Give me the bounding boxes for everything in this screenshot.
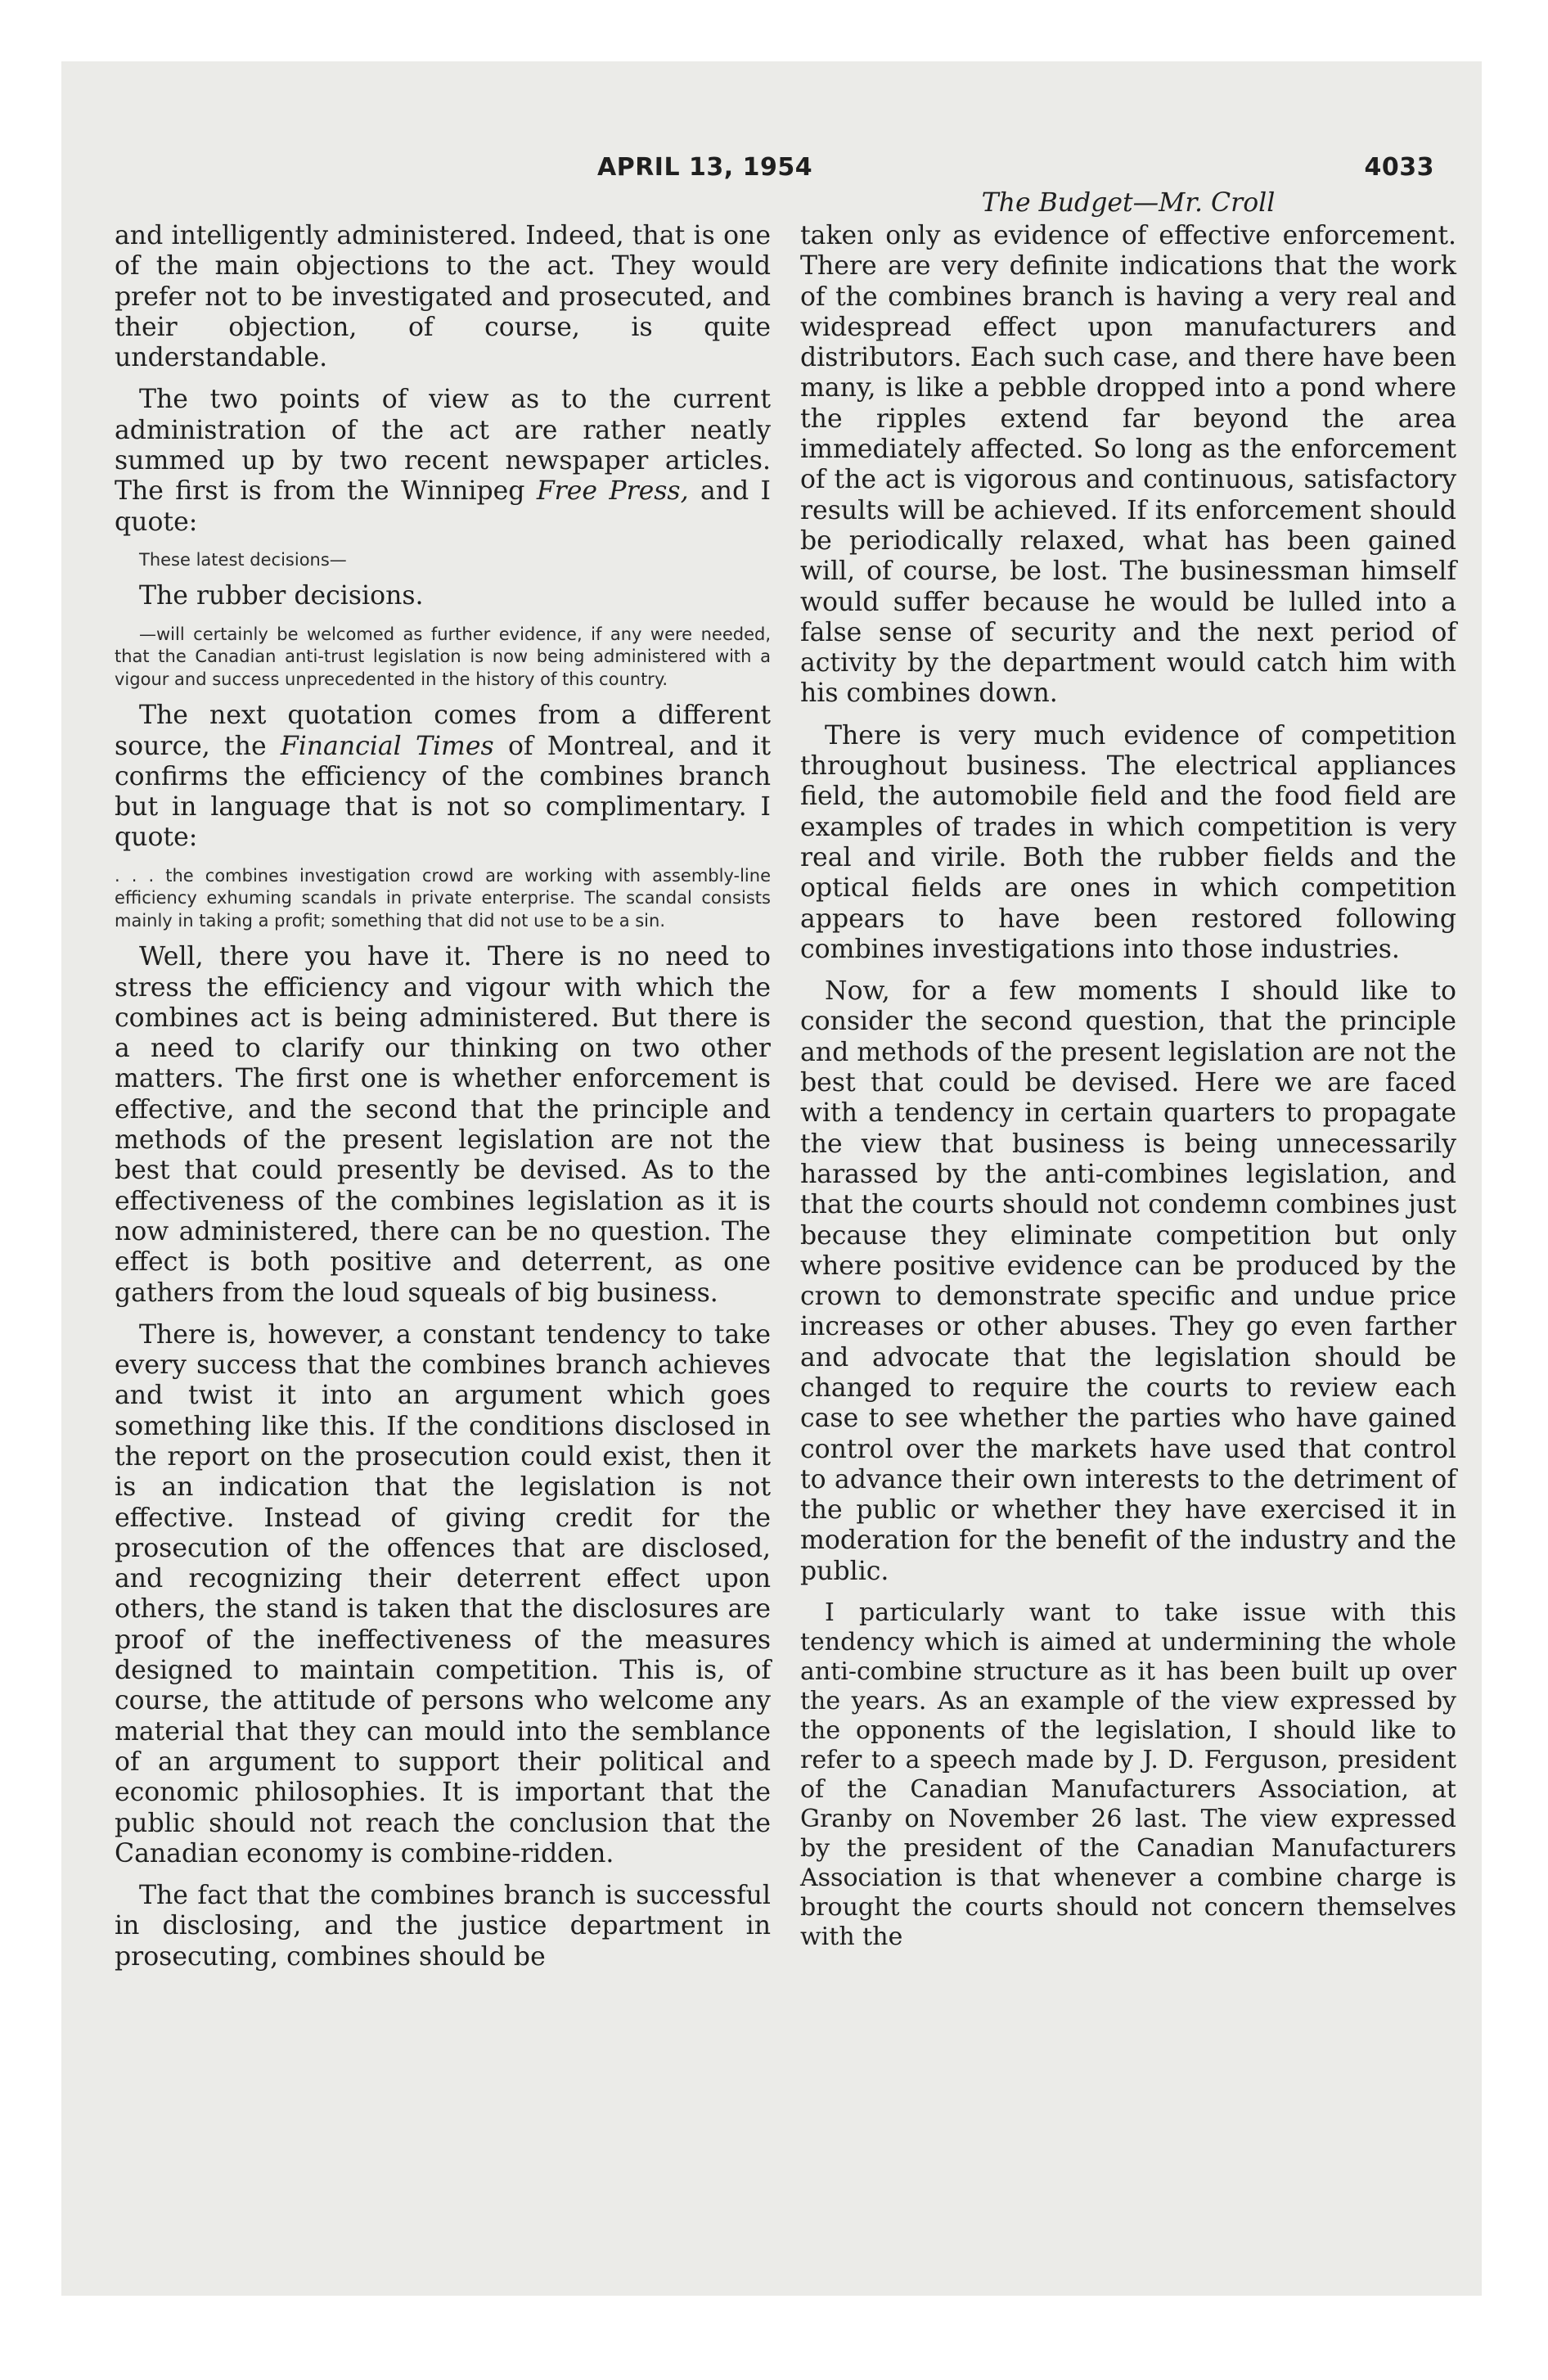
paragraph: taken only as evidence of effective enforcement. There are very definite indications that the work of the combines branch is having a very real and widespread effect upon manufacturers and distributors. Each such case, and there have been many, is like a pebble dropped into a pond where the ripples extend far beyond the area immediately affected. So long as the enforcement of the act is vigorous and continuous, satisfactory results will be achieved. If its enforcement should be periodically relaxed, what has been gained will, of course, be lost. The businessman himself would suffer because he would be lulled into a false sense of security and the next period of activity by the department would catch him with his combines down. bbox=[800, 221, 1456, 709]
page bbox=[61, 61, 1482, 2296]
header-date: APRIL 13, 1954 bbox=[597, 153, 813, 182]
running-head: The Budget—Mr. Croll bbox=[981, 188, 1276, 218]
paragraph: and intelligently administered. Indeed, that is one of the main objections to the act. They would prefer not to be investigated and prosecuted, and their objection, of course, is quite understandable. bbox=[115, 221, 771, 373]
paragraph: The rubber decisions. bbox=[139, 581, 424, 611]
left-column bbox=[115, 221, 771, 1984]
quotation: —will certainly be welcomed as further evidence, if any were needed, that the Canadian anti-trust legislation is now being administered with a vigour and success unprecedented in the history of this country. bbox=[115, 624, 771, 689]
quotation: These latest decisions— bbox=[139, 549, 347, 570]
paragraph: I particularly want to take issue with this tendency which is aimed at undermining the whole anti-combine structure as it has been built up over the years. As an example of the view expressed by the opponents of the legislation, I should like to refer to a speech made by J. D. Ferguson, president of the Canadian Manufacturers Association, at Granby on November 26 last. The view expressed by the president of the Canadian Manufacturers Association is that whenever a combine charge is brought the courts should not concern themselves with the bbox=[800, 1598, 1456, 1952]
paragraph: Well, there you have it. There is no need to stress the efficiency and vigour with which the combines act is being administered. But there is a need to clarify our thinking on two other matters. The first one is whether enforcement is effective, and the second that the principle and methods of the present legislation are not the best that could presently be devised. As to the effectiveness of the combines legislation as it is now administered, there can be no question. The effect is both positive and deterrent, as one gathers from the loud squeals of big business. bbox=[115, 942, 771, 1308]
right-column bbox=[800, 187, 1456, 1963]
paragraph: Now, for a few moments I should like to consider the second question, that the principle and methods of the present legislation are not the best that could be devised. Here we are faced with a tendency in certain quarters to propagate the view that business is being unnecessarily harassed by the anti-combines legislation, and that the courts should not condemn combines just because they eliminate competition but only where positive evidence can be produced by the crown to demonstrate specific and undue price increases or other abuses. They go even farther and advocate that the legislation should be changed to require the courts to review each case to see whether the parties who have gained control over the markets have used that control to advance their own interests to the detriment of the public or whether they have exercised it in moderation for the benefit of the industry and the public. bbox=[800, 976, 1456, 1586]
paragraph: The next quotation comes from a different source, the Financial Times of Montreal, and it confirms the efficiency of the combines branch but in language that is not so complimentary. I quote: bbox=[115, 701, 771, 853]
paragraph: The two points of view as to the current administration of the act are rather neatly summed up by two recent newspaper articles. The first is from the Winnipeg Free Press, and I quote: bbox=[115, 385, 771, 537]
page-number: 4033 bbox=[1364, 153, 1434, 182]
paragraph: There is, however, a constant tendency to take every success that the combines branch achieves and twist it into an argument which goes something like this. If the conditions disclosed in the report on the prosecution could exist, then it is an indication that the legislation is not effective. Instead of giving credit for the prosecution of the offences that are disclosed, and recognizing their deterrent effect upon others, the stand is taken that the disclosures are proof of the ineffectiveness of the measures designed to maintain competition. This is, of course, the attitude of persons who welcome any material that they can mould into the semblance of an argument to support their political and economic philosophies. It is important that the public should not reach the conclusion that the Canadian economy is combine-ridden. bbox=[115, 1319, 771, 1868]
quotation: . . . the combines investigation crowd are working with assembly-line efficiency exhuming scandals in private enterprise. The scandal consists mainly in taking a profit; something that did not use to be a sin. bbox=[115, 865, 771, 931]
paragraph: The fact that the combines branch is successful in disclosing, and the justice department in prosecuting, combines should be bbox=[115, 1881, 771, 1972]
paragraph: There is very much evidence of competition throughout business. The electrical appliances field, the automobile field and the food field are examples of trades in which competition is very real and virile. Both the rubber fields and the optical fields are ones in which competition appears to have been restored following combines investigations into those industries. bbox=[800, 720, 1456, 964]
